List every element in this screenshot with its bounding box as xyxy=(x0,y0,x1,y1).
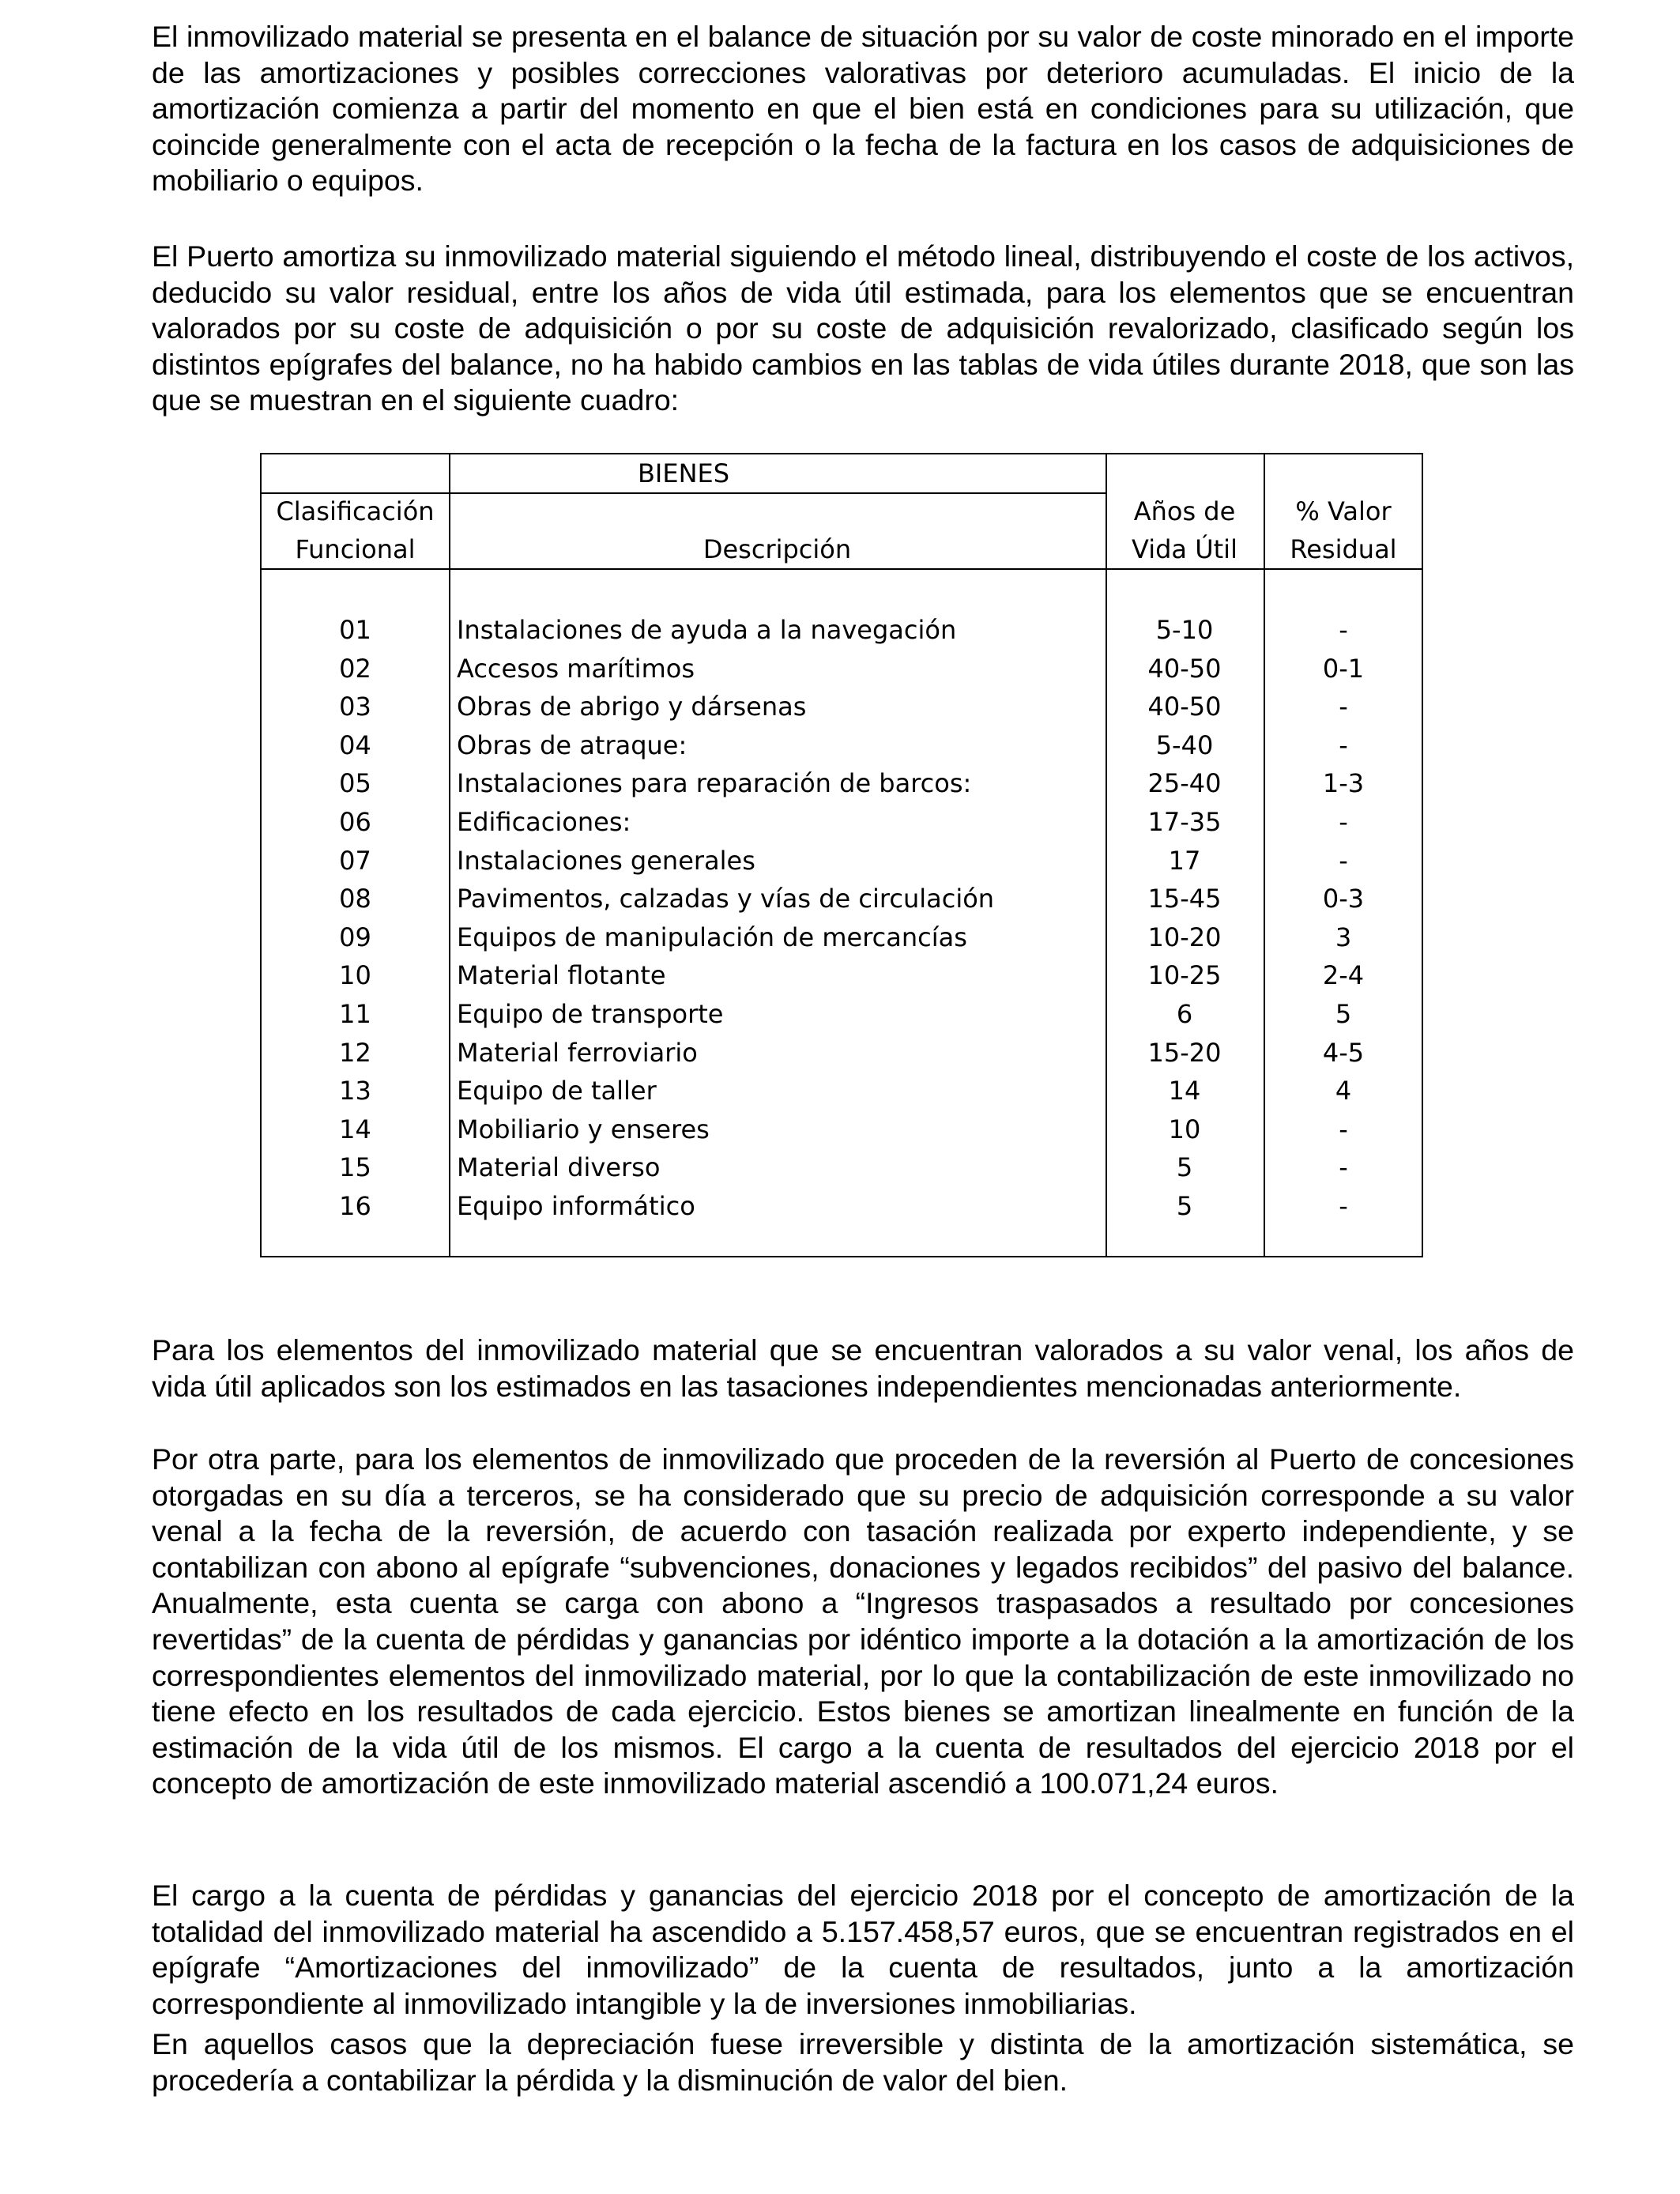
row-description: Instalaciones para reparación de barcos: xyxy=(457,768,972,799)
row-years: 5-10 xyxy=(1155,615,1214,645)
row-description: Obras de abrigo y dársenas xyxy=(457,692,807,722)
row-residual: - xyxy=(1339,845,1348,876)
row-code: 11 xyxy=(339,999,371,1029)
row-years: 15-45 xyxy=(1147,884,1222,914)
table-row xyxy=(262,764,1422,802)
table-row xyxy=(262,1187,1422,1225)
table-group-header: BIENES xyxy=(637,458,730,488)
header-residual-line2: Residual xyxy=(1290,534,1397,564)
row-residual: - xyxy=(1339,615,1348,645)
row-code: 09 xyxy=(339,922,371,952)
row-code: 12 xyxy=(339,1037,371,1068)
table-row xyxy=(262,880,1422,918)
row-description: Pavimentos, calzadas y vías de circulación xyxy=(457,884,995,914)
row-code: 15 xyxy=(339,1152,371,1183)
row-description: Equipo de taller xyxy=(457,1076,657,1106)
row-years: 10-25 xyxy=(1147,960,1222,991)
table-row xyxy=(262,1034,1422,1072)
table-row xyxy=(262,918,1422,956)
row-residual: - xyxy=(1339,807,1348,837)
row-residual: 2-4 xyxy=(1322,960,1365,991)
row-residual: - xyxy=(1339,692,1348,722)
row-code: 01 xyxy=(339,615,371,645)
table-row xyxy=(262,650,1422,688)
row-code: 08 xyxy=(339,884,371,914)
row-years: 5 xyxy=(1176,1152,1193,1183)
row-code: 10 xyxy=(339,960,371,991)
row-description: Accesos marítimos xyxy=(457,653,695,684)
row-years: 5 xyxy=(1176,1191,1193,1221)
row-description: Equipo de transporte xyxy=(457,999,724,1029)
row-description: Instalaciones generales xyxy=(457,845,755,876)
table-row xyxy=(262,1072,1422,1110)
table-row xyxy=(262,956,1422,994)
row-code: 06 xyxy=(339,807,371,837)
table-row xyxy=(262,995,1422,1033)
row-description: Material diverso xyxy=(457,1152,661,1183)
row-years: 40-50 xyxy=(1147,692,1222,722)
header-years-line1: Años de xyxy=(1133,496,1236,526)
table-row xyxy=(262,688,1422,726)
paragraph-total-amortization: El cargo a la cuenta de pérdidas y ganancias del ejercicio 2018 por el concepto de amortización de la totalidad del inmovilizado material ha ascendido a 5.157.458,57 euros, que se encuentran registrados en el epígrafe “Amortizaciones del inmovilizado” de la cuenta de resultados, junto a la amortización correspondiente al inmovilizado intangible y la de inversiones inmobiliarias. xyxy=(152,1879,1574,2020)
row-code: 04 xyxy=(339,729,371,760)
header-residual-line1: % Valor xyxy=(1295,496,1392,526)
row-description: Equipos de manipulación de mercancías xyxy=(457,922,967,952)
row-code: 07 xyxy=(339,845,371,876)
row-code: 14 xyxy=(339,1114,371,1144)
header-code-line2: Funcional xyxy=(295,534,416,564)
row-years: 15-20 xyxy=(1147,1037,1222,1068)
row-code: 13 xyxy=(339,1076,371,1106)
row-residual: - xyxy=(1339,1114,1348,1144)
row-years: 17 xyxy=(1168,845,1201,876)
row-code: 03 xyxy=(339,692,371,722)
paragraph-reversion: Por otra parte, para los elementos de inmovilizado que proceden de la reversión al Puerto de concesiones otorgadas en su día a terceros, se ha considerado que su precio de adquisición corresponde a su valor venal a la fecha de la reversión, de acuerdo con tasación realizada por experto independiente, y se contabilizan con abono al epígrafe “subvenciones, donaciones y legados recibidos” del pasivo del balance. Anualmente, esta cuenta se carga con abono a “Ingresos traspasados a resultado por concesiones revertidas” de la cuenta de pérdidas y ganancias por idéntico importe a la dotación a la amortización de los correspondientes elementos del inmovilizado material, por lo que la contabilización de este inmovilizado no tiene efecto en los resultados de cada ejercicio. Estos bienes se amortizan linealmente en función de la estimación de la vida útil de los mismos. El cargo a la cuenta de resultados del ejercicio 2018 por el concepto de amortización de este inmovilizado material ascendió a 100.071,24 euros. xyxy=(152,1442,1574,1800)
paragraph-venal-value: Para los elementos del inmovilizado material que se encuentran valorados a su valor venal, los años de vida útil aplicados son los estimados en las tasaciones independientes mencionadas anteriormente. xyxy=(152,1333,1574,1403)
paragraph-depreciation: En aquellos casos que la depreciación fuese irreversible y distinta de la amortización sistemática, se procedería a contabilizar la pérdida y la disminución de valor del bien. xyxy=(152,2027,1574,2097)
table-row xyxy=(262,611,1422,649)
row-residual: - xyxy=(1339,1191,1348,1221)
table-row xyxy=(262,1148,1422,1186)
row-years: 6 xyxy=(1176,999,1193,1029)
row-years: 14 xyxy=(1168,1076,1201,1106)
row-description: Edificaciones: xyxy=(457,807,631,837)
row-years: 10-20 xyxy=(1147,922,1222,952)
row-code: 05 xyxy=(339,768,371,799)
header-code-line1: Clasificación xyxy=(276,496,435,526)
row-residual: 0-1 xyxy=(1322,653,1365,684)
row-residual: 0-3 xyxy=(1322,884,1365,914)
row-description: Mobiliario y enseres xyxy=(457,1114,710,1144)
table-row xyxy=(262,726,1422,764)
row-code: 02 xyxy=(339,653,371,684)
header-years-line2: Vida Útil xyxy=(1132,534,1237,564)
row-description: Obras de atraque: xyxy=(457,729,687,760)
row-residual: 3 xyxy=(1335,922,1352,952)
row-years: 25-40 xyxy=(1147,768,1222,799)
table-row xyxy=(262,1110,1422,1148)
useful-life-table xyxy=(260,453,1423,1257)
row-description: Equipo informático xyxy=(457,1191,695,1221)
row-description: Instalaciones de ayuda a la navegación xyxy=(457,615,957,645)
row-residual: - xyxy=(1339,1152,1348,1183)
header-description: Descripción xyxy=(703,534,852,564)
paragraph-intro: El inmovilizado material se presenta en el balance de situación por su valor de coste minorado en el importe de las amortizaciones y posibles correcciones valorativas por deterioro acumuladas. El inicio de la amortización comienza a partir del momento en que el bien está en condiciones para su utilización, que coincide generalmente con el acta de recepción o la fecha de la factura en los casos de adquisiciones de mobiliario o equipos. xyxy=(152,20,1574,198)
row-residual: 5 xyxy=(1335,999,1352,1029)
row-years: 17-35 xyxy=(1147,807,1222,837)
row-years: 5-40 xyxy=(1155,729,1214,760)
table-row xyxy=(262,842,1422,880)
row-description: Material ferroviario xyxy=(457,1037,698,1068)
row-description: Material flotante xyxy=(457,960,666,991)
table-row xyxy=(262,803,1422,841)
row-years: 10 xyxy=(1168,1114,1201,1144)
row-residual: - xyxy=(1339,729,1348,760)
row-code: 16 xyxy=(339,1191,371,1221)
row-residual: 1-3 xyxy=(1322,768,1365,799)
row-residual: 4 xyxy=(1335,1076,1352,1106)
paragraph-method: El Puerto amortiza su inmovilizado material siguiendo el método lineal, distribuyendo el coste de los activos, deducido su valor residual, entre los años de vida útil estimada, para los elementos que se encuentran valorados por su coste de adquisición o por su coste de adquisición revalorizado, clasificado según los distintos epígrafes del balance, no ha habido cambios en las tablas de vida útiles durante 2018, que son las que se muestran en el siguiente cuadro: xyxy=(152,239,1574,417)
row-years: 40-50 xyxy=(1147,653,1222,684)
row-residual: 4-5 xyxy=(1322,1037,1365,1068)
table-header-line xyxy=(262,568,1422,570)
